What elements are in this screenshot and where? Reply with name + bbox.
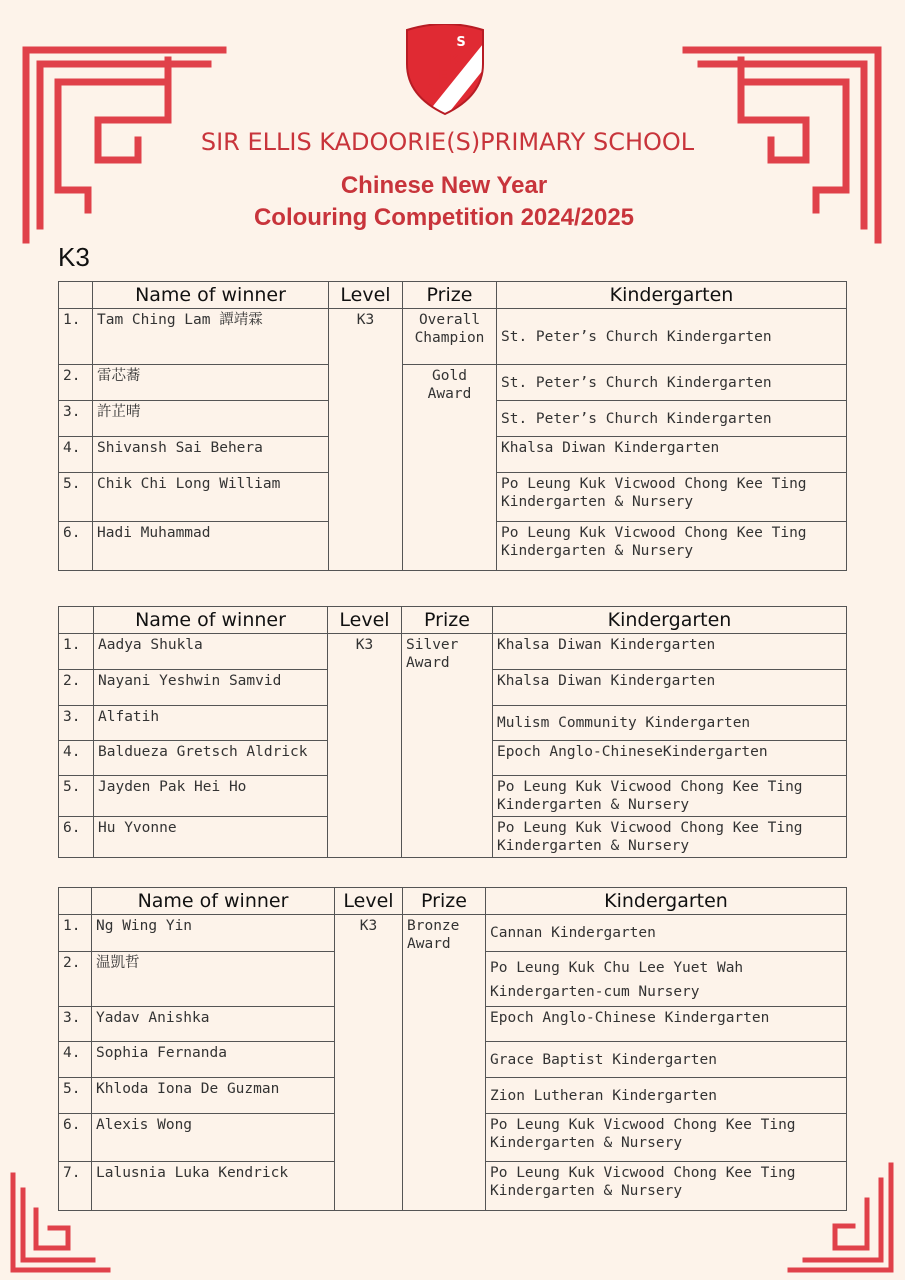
kindergarten-cell: St. Peter’s Church Kindergarten [497,309,847,365]
column-header-prize: Prize [403,282,497,309]
row-number: 6. [59,522,93,571]
winner-name: Lalusnia Luka Kendrick [92,1162,335,1211]
kindergarten-cell: Po Leung Kuk Chu Lee Yuet Wah Kindergarten-cum Nursery [486,952,847,1007]
kindergarten-cell: Grace Baptist Kindergarten [486,1042,847,1078]
row-number: 4. [59,1042,92,1078]
winner-name: Khloda Iona De Guzman [92,1078,335,1114]
winners-table-silver [58,606,847,858]
kindergarten-cell: Khalsa Diwan Kindergarten [493,670,847,706]
winner-name: Alfatih [94,706,328,741]
page-title-line-1: Chinese New Year [340,172,548,199]
kindergarten-cell: Po Leung Kuk Vicwood Chong Kee Ting Kindergarten & Nursery [497,522,847,571]
prize-cell: Silver Award [402,634,493,858]
row-number: 3. [59,1007,92,1042]
table-row [59,634,847,670]
column-header-no [59,607,94,634]
row-number: 4. [59,741,94,776]
column-header-name: Name of winner [93,282,329,309]
row-number: 5. [59,1078,92,1114]
table-row [59,365,847,401]
page-title-line-2: Colouring Competition 2024/2025 [253,204,635,231]
column-header-kindergarten: Kindergarten [493,607,847,634]
column-header-kindergarten: Kindergarten [486,888,847,915]
kindergarten-cell: Zion Lutheran Kindergarten [486,1078,847,1114]
logo-letter-1: S [456,35,466,50]
winner-name: Tam Ching Lam 譚靖霖 [93,309,329,365]
logo-letter-2: K [448,53,460,68]
row-number: 3. [59,401,93,437]
table-header-row [59,607,847,634]
prize-cell: Overall Champion [403,309,497,365]
kindergarten-cell: Po Leung Kuk Vicwood Chong Kee Ting Kindergarten & Nursery [493,817,847,858]
kindergarten-cell: Epoch Anglo-Chinese Kindergarten [486,1007,847,1042]
winners-table-champion-gold [58,281,847,571]
column-header-prize: Prize [403,888,486,915]
winner-name: Chik Chi Long William [93,473,329,522]
row-number: 1. [59,309,93,365]
kindergarten-cell: St. Peter’s Church Kindergarten [497,401,847,437]
prize-cell: Gold Award [403,365,497,571]
column-header-prize: Prize [402,607,493,634]
row-number: 7. [59,1162,92,1211]
kindergarten-cell: Epoch Anglo-ChineseKindergarten [493,741,847,776]
logo-letter-4: S [427,83,437,98]
table-row [59,915,847,952]
row-number: 5. [59,473,93,522]
winner-name: Hadi Muhammad [93,522,329,571]
column-header-name: Name of winner [92,888,335,915]
row-number: 1. [59,915,92,952]
winner-name: 雷芯蕎 [93,365,329,401]
column-header-kindergarten: Kindergarten [497,282,847,309]
winner-name: 温凱哲 [92,952,335,1007]
kindergarten-cell: Cannan Kindergarten [486,915,847,952]
winner-name: Aadya Shukla [94,634,328,670]
table-header-row [59,888,847,915]
column-header-level: Level [329,282,403,309]
column-header-name: Name of winner [94,607,328,634]
table-header-row [59,282,847,309]
winner-name: Ng Wing Yin [92,915,335,952]
logo-letter-3: E [438,68,448,83]
school-logo [403,24,487,116]
row-number: 5. [59,776,94,817]
winner-name: Yadav Anishka [92,1007,335,1042]
winner-name: Baldueza Gretsch Aldrick [94,741,328,776]
kindergarten-cell: Po Leung Kuk Vicwood Chong Kee Ting Kindergarten & Nursery [497,473,847,522]
row-number: 3. [59,706,94,741]
winner-name: Sophia Fernanda [92,1042,335,1078]
winner-name: Shivansh Sai Behera [93,437,329,473]
column-header-no [59,888,92,915]
level-cell: K3 [328,634,402,858]
row-number: 2. [59,670,94,706]
winner-name: 許芷晴 [93,401,329,437]
level-heading: K3 [58,242,90,272]
winner-name: Nayani Yeshwin Samvid [94,670,328,706]
kindergarten-cell: Po Leung Kuk Vicwood Chong Kee Ting Kindergarten & Nursery [486,1162,847,1211]
level-cell: K3 [335,915,403,1211]
kindergarten-cell: Po Leung Kuk Vicwood Chong Kee Ting Kindergarten & Nursery [486,1114,847,1162]
table-row [59,309,847,365]
row-number: 2. [59,365,93,401]
winner-name: Jayden Pak Hei Ho [94,776,328,817]
column-header-level: Level [335,888,403,915]
kindergarten-cell: Khalsa Diwan Kindergarten [493,634,847,670]
winner-name: Alexis Wong [92,1114,335,1162]
column-header-level: Level [328,607,402,634]
level-cell: K3 [329,309,403,571]
column-header-no [59,282,93,309]
school-name: SIR ELLIS KADOORIE(S)PRIMARY SCHOOL [200,128,695,156]
kindergarten-cell: Po Leung Kuk Vicwood Chong Kee Ting Kindergarten & Nursery [493,776,847,817]
row-number: 6. [59,1114,92,1162]
winner-name: Hu Yvonne [94,817,328,858]
kindergarten-cell: Khalsa Diwan Kindergarten [497,437,847,473]
winners-table-bronze [58,887,847,1211]
kindergarten-cell: St. Peter’s Church Kindergarten [497,365,847,401]
row-number: 4. [59,437,93,473]
row-number: 2. [59,952,92,1007]
kindergarten-cell: Mulism Community Kindergarten [493,706,847,741]
prize-cell: Bronze Award [403,915,486,1211]
row-number: 1. [59,634,94,670]
row-number: 6. [59,817,94,858]
